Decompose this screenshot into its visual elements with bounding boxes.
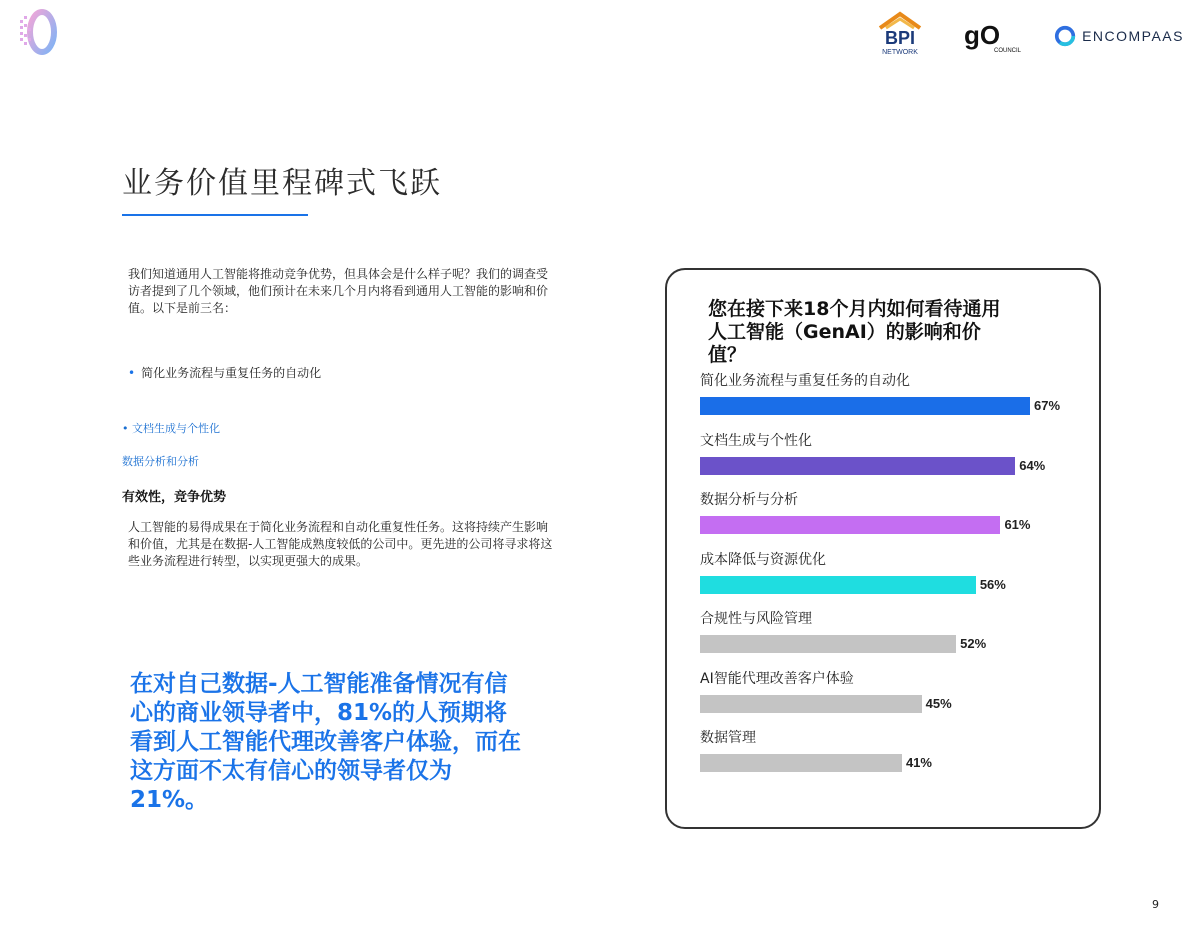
bar-value-label: 52% [960,636,987,651]
bar-category-label: 数据分析与分析 [700,492,798,508]
chart-title: 您在接下来18个月内如何看待通用人工智能（GenAI）的影响和价值？ [708,298,1001,366]
bpi-logo-subtext: NETWORK [882,49,918,56]
highlight-callout: 在对自己数据-人工智能准备情况有信心的商业领导者中，81%的人预期将看到人工智能代理改善客户体验，而在这方面不太有信心的领导者仅为21%。 [130,671,521,813]
bar-value-label: 56% [979,576,1006,592]
bar-value-label: 64% [1019,457,1046,473]
company-logo-icon [16,8,60,56]
bpi-logo-text: BPI [884,28,916,48]
bar-chart [700,0,1100,928]
bar-category-label: 数据管理 [700,730,756,746]
bar-category-label: 简化业务流程与重复任务的自动化 [700,373,910,389]
page-number: 9 [1152,898,1159,911]
bar [700,397,1030,415]
intro-paragraph: 我们知道通用人工智能将推动竞争优势，但具体会是什么样子呢？我们的调查受访者提到了几个领域，他们预计在未来几个月内将看到通用人工智能的影响和价值。以下是前三名： [128,267,549,315]
go-logo-subtext: COUNCIL [994,48,1022,54]
bar-value-label: 67% [1034,398,1061,413]
bar-value-label: 45% [925,695,952,711]
body-paragraph: 人工智能的易得成果在于简化业务流程和自动化重复性任务。这将持续产生影响和价值，尤其是在数据-人工智能成熟度较低的公司中。更先进的公司将寻求将这些业务流程进行转型，以实现更强大的成果。 [128,520,553,568]
page-title: 业务价值里程碑式飞跃 [122,166,442,201]
title-underline [122,214,308,216]
bullet-item: • 文档生成与个性化 [122,422,220,435]
bullet-text: 简化业务流程与重复任务的自动化 [141,366,322,380]
bar [700,754,902,772]
bullet-item [128,364,321,381]
bar [700,576,976,594]
bar [700,695,922,713]
bar-category-label: 合规性与风险管理 [700,611,812,627]
bar-category-label: 成本降低与资源优化 [700,551,826,568]
bar [700,457,1015,475]
bar-value-label: 61% [1004,517,1031,532]
encompaas-logo-text: ENCOMPAAS [1082,28,1184,44]
bar-category-label: AI智能代理改善客户体验 [700,670,854,687]
bar-category-label: 文档生成与个性化 [700,432,812,449]
bar [700,516,1000,534]
bar [700,635,956,653]
bar-value-label: 41% [905,755,932,770]
section-subheading: 有效性，竞争优势 [122,490,227,505]
bullet-item: 数据分析和分析 [122,455,199,468]
bullet-dot-icon: • [128,366,136,380]
go-logo-text: gO [964,20,1001,50]
